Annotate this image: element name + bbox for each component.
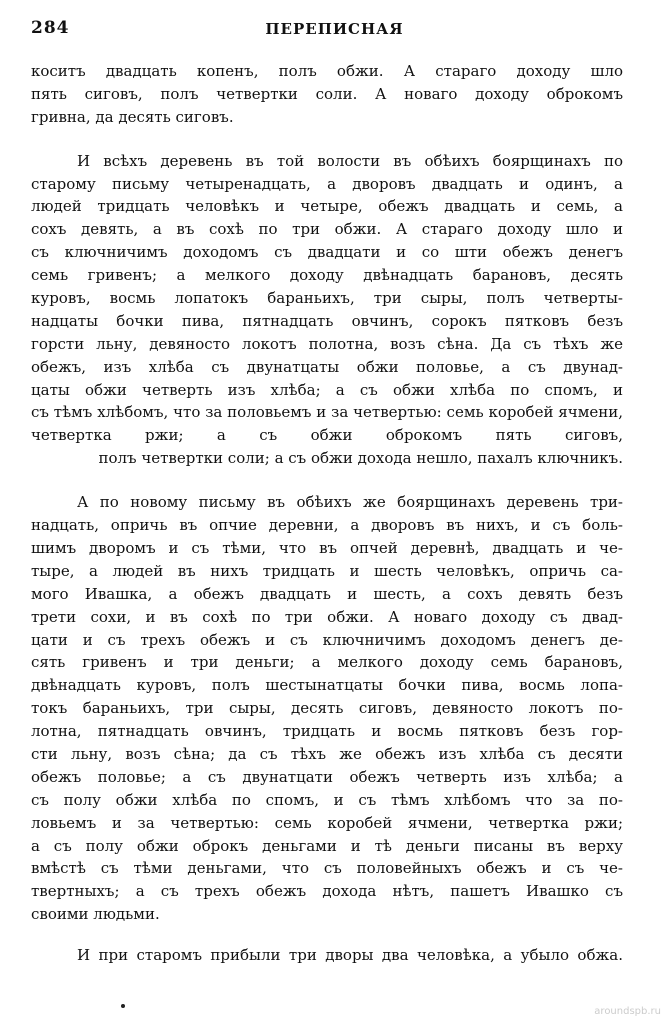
text-line: надцать, опричь въ опчие деревни, а дворовъ въ нихъ, и съ боль-	[31, 516, 623, 535]
text-line: И всѣхъ деревень въ той волости въ обѣихъ боярщинахъ по	[77, 151, 623, 170]
text-line: сти льну, возъ сѣна; да съ тѣхъ же обежъ изъ хлѣба съ десяти	[31, 744, 623, 763]
text-line: людей тридцать человѣкъ и четыре, обежъ двадцать и семь, а	[31, 197, 623, 216]
text-line: токъ бараньихъ, три сыры, десять сиговъ, девяносто локотъ по-	[31, 699, 623, 718]
paragraph	[31, 60, 623, 129]
text-line: твертныхъ; а съ трехъ обежъ дохода нѣтъ, пашетъ Ивашко съ	[31, 882, 623, 901]
text-line: старому письму четыренадцать, а дворовъ двадцать и одинъ, а	[31, 174, 623, 193]
text-line: двѣнадцать куровъ, полъ шестынатцаты бочки пива, восмь лопа-	[31, 676, 623, 695]
text-line: куровъ, восмь лопатокъ бараньихъ, три сыры, полъ четверты-	[31, 289, 623, 308]
text-line: а съ полу обжи оброкъ деньгами и тѣ деньги писаны въ верху	[31, 836, 623, 855]
text-line: цаты обжи четверть изъ хлѣба; а съ обжи хлѣба по спомъ, и	[31, 380, 623, 399]
text-line: съ ключничимъ доходомъ съ двадцати и со шти обежъ денегъ	[31, 243, 623, 262]
text-line: обежъ, изъ хлѣба съ двунатцаты обжи половье, а съ двунад-	[31, 357, 623, 376]
running-title: ПЕРЕПИСНАЯ	[265, 20, 404, 38]
paragraph	[31, 150, 623, 471]
text-line: А по новому письму въ обѣихъ же боярщинахъ деревень три-	[77, 493, 623, 512]
text-line: лотна, пятнадцать овчинъ, тридцать и восмь пятковъ безъ гор-	[31, 722, 623, 741]
text-line: цати и съ трехъ обежъ и съ ключничимъ доходомъ денегъ де-	[31, 630, 623, 649]
watermark: aroundspb.ru	[594, 1006, 661, 1017]
text-line: трети сохи, и въ сохѣ по три обжи. А новаго доходу съ двад-	[31, 607, 623, 626]
text-line: сять гривенъ и три деньги; а мелкого доходу семь барановъ,	[31, 653, 623, 672]
text-line: съ полу обжи хлѣба по спомъ, и съ тѣмъ хлѣбомъ что за по-	[31, 790, 623, 809]
page-number: 284	[31, 18, 70, 38]
text-line: мого Ивашка, а обежъ двадцать и шесть, а сохъ девять безъ	[31, 584, 623, 603]
text-line: И при старомъ прибыли три дворы два человѣка, а убыло обжа.	[77, 946, 623, 965]
paragraph	[31, 944, 623, 967]
text-line: съ тѣмъ хлѣбомъ, что за половьемъ и за четвертью: семь коробей ячмени, четвертка ржи; а съ обжи оброкомъ пять сиговъ,	[31, 403, 623, 445]
paragraph-gap	[31, 129, 623, 150]
text-line: пять сиговъ, полъ четвертки соли. А новаго доходу оброкомъ	[31, 84, 623, 103]
text-line: полъ четвертки соли; а съ обжи дохода нешло, пахалъ ключникъ.	[98, 449, 623, 468]
printer-mark-dot	[121, 1004, 125, 1008]
text-line: шимъ дворомъ и съ тѣми, что въ опчей деревнѣ, двадцать и че-	[31, 538, 623, 557]
paragraph-gap	[31, 470, 623, 491]
text-line: семь гривенъ; а мелкого доходу двѣнадцать барановъ, десять	[31, 266, 623, 285]
paragraph-gap	[31, 926, 623, 944]
text-line: сохъ девять, а въ сохѣ по три обжи. А стараго доходу шло и	[31, 220, 623, 239]
text-line: коситъ двадцать копенъ, полъ обжи. А стараго доходу шло	[31, 62, 623, 80]
text-line: ловьемъ и за четвертью: семь коробей ячмени, четвертка ржи;	[31, 813, 623, 832]
text-line: тыре, а людей въ нихъ тридцать и шесть человѣкъ, опричь са-	[31, 561, 623, 580]
text-line: своими людьми.	[31, 905, 160, 924]
paragraph	[31, 491, 623, 926]
text-line: горсти льну, девяносто локотъ полотна, возъ сѣна. Да съ тѣхъ же	[31, 334, 623, 353]
text-line: обежъ половье; а съ двунатцати обежъ четверть изъ хлѣба; а	[31, 767, 623, 786]
text-line: гривна, да десять сиговъ.	[31, 107, 234, 126]
body-text	[31, 60, 623, 967]
text-line: надцаты бочки пива, пятнадцать овчинъ, сорокъ пятковъ безъ	[31, 311, 623, 330]
text-line: вмѣстѣ съ тѣми деньгами, что съ половейныхъ обежъ и съ че-	[31, 859, 623, 878]
